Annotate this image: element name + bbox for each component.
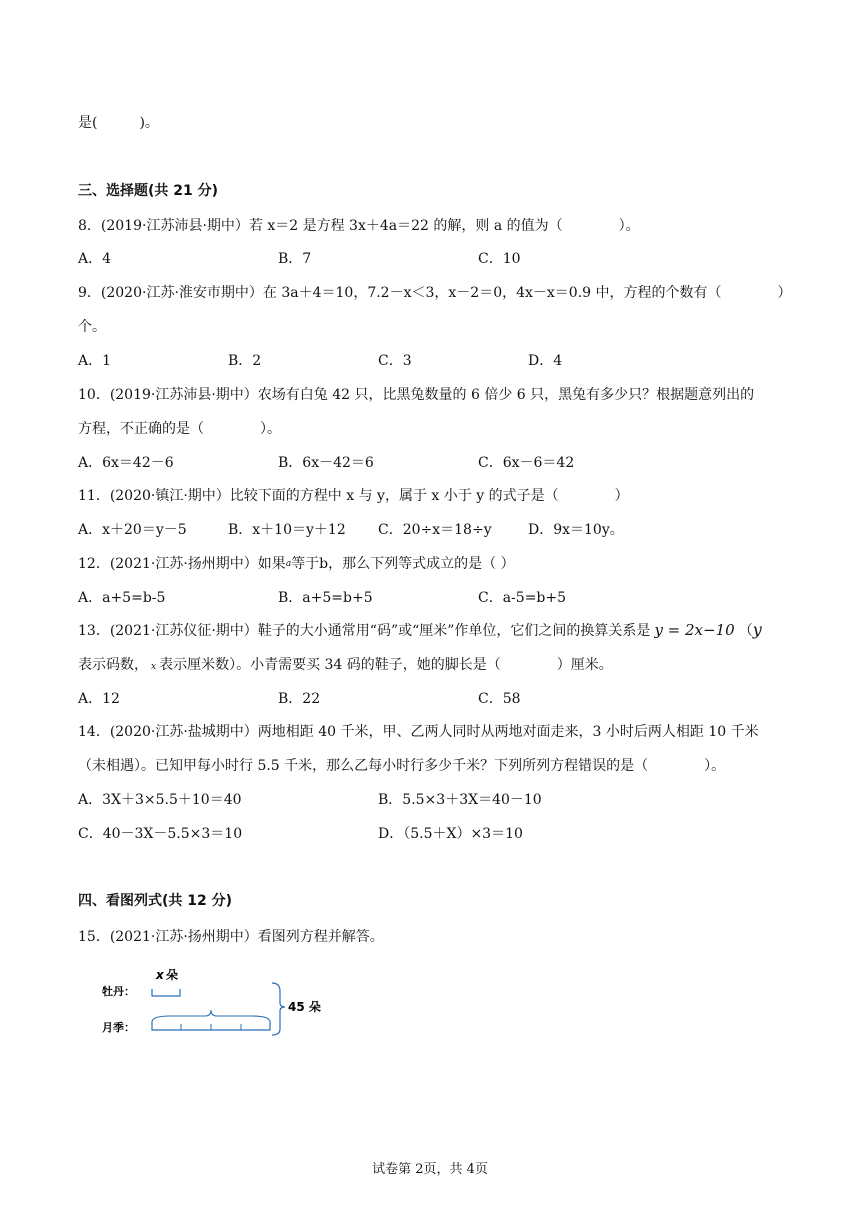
q10-option-a[interactable]: A．6x＝42－6 <box>78 455 174 471</box>
q12-option-c[interactable]: C．a-5=b+5 <box>478 590 567 606</box>
q10-option-c[interactable]: C．6x－6＝42 <box>478 455 575 471</box>
q13-line2-b: 表示厘米数）。小青需要买 34 码的鞋子，她的脚长是（ ）厘米。 <box>159 657 613 673</box>
q13-text-b: （ <box>738 623 753 639</box>
q11-option-b[interactable]: B．x＋10＝y＋12 <box>228 522 346 538</box>
q8-option-a[interactable]: A．4 <box>78 251 112 267</box>
question-14-line1: 14．(2020·江苏·盐城期中）两地相距 40 千米，甲、乙两人同时从两地对面走来，3 小时后两人相距 10 千米 <box>78 724 759 740</box>
q13-option-a[interactable]: A．12 <box>78 691 120 707</box>
q11-option-a[interactable]: A．x＋20＝y－5 <box>78 522 187 538</box>
question-8: 8．(2019·江苏沛县·期中）若 x＝2 是方程 3x＋4a＝22 的解，则 a 的值为（ ）。 <box>78 218 640 234</box>
section-3-heading: 三、选择题(共 21 分) <box>78 183 219 199</box>
question-9-line1: 9．(2020·江苏·淮安市期中）在 3a＋4＝10，7.2－x＜3，x－2＝0，4x－x＝0.9 中，方程的个数有（ ） <box>78 285 792 301</box>
q12-var-a: a <box>285 559 292 569</box>
q8-option-b[interactable]: B．7 <box>278 251 312 267</box>
q12-text-a: 12．(2021·江苏·扬州期中）如果 <box>78 556 286 572</box>
q13-text-a: 13．(2021·江苏仪征·期中）鞋子的大小通常用“码”或“厘米”作单位，它们之间的换算关系是 <box>78 623 651 639</box>
question-13-line2 <box>78 654 613 674</box>
q9-option-c[interactable]: C．3 <box>378 353 412 369</box>
q13-var-x: x <box>151 662 157 672</box>
q13-var-y: y <box>752 620 762 639</box>
diagram-var-x: x <box>156 968 164 982</box>
diagram-row-rose: 月季： <box>102 1021 135 1034</box>
q12-option-b[interactable]: B．a+5=b+5 <box>278 590 373 606</box>
question-10-line1: 10．(2019·江苏沛县·期中）农场有白兔 42 只，比黑兔数量的 6 倍少 6 只，黑兔有多少只？根据题意列出的 <box>78 387 755 403</box>
q9-option-b[interactable]: B．2 <box>228 353 262 369</box>
segment-diagram <box>100 963 340 1043</box>
q13-line2-a: 表示码数， <box>78 657 148 673</box>
diagram-row-peony: 牡丹： <box>102 985 135 998</box>
q12-text-b: 等于b，那么下列等式成立的是（ ） <box>291 556 515 572</box>
q14-option-c[interactable]: C．40－3X－5.5×3＝10 <box>78 826 243 842</box>
question-10-line2: 方程，不正确的是（ ）。 <box>78 421 281 437</box>
rose-brace <box>152 1010 270 1022</box>
q10-option-b[interactable]: B．6x－42＝6 <box>278 455 374 471</box>
question-15: 15．(2021·江苏·扬州期中）看图列方程并解答。 <box>78 929 384 945</box>
fragment-line: 是( )。 <box>78 115 159 131</box>
q11-option-c[interactable]: C．20÷x＝18÷y <box>378 522 492 538</box>
q13-option-c[interactable]: C．58 <box>478 691 521 707</box>
question-9-line2: 个。 <box>78 319 106 335</box>
question-14-line2: （未相遇）。已知甲每小时行 5.5 千米，那么乙每小时行多少千米？下列所列方程错误的是（ ）。 <box>78 758 726 774</box>
q12-option-a[interactable]: A．a+5=b-5 <box>78 590 166 606</box>
question-13-line1 <box>78 620 762 640</box>
question-11: 11．(2020·镇江·期中）比较下面的方程中 x 与 y，属于 x 小于 y 的式子是（ ） <box>78 488 629 504</box>
q9-option-a[interactable]: A．1 <box>78 353 112 369</box>
question-12 <box>78 553 515 573</box>
section-4-heading: 四、看图列式(共 12 分) <box>78 893 233 909</box>
q13-option-b[interactable]: B．22 <box>278 691 321 707</box>
total-brace <box>272 983 285 1035</box>
q14-option-b[interactable]: B．5.5×3＋3X＝40－10 <box>378 792 542 808</box>
q9-option-d[interactable]: D．4 <box>528 353 563 369</box>
page-footer: 试卷第 2页，共 4页 <box>372 1162 488 1177</box>
diagram-unit-top: 朵 <box>166 968 179 982</box>
diagram-total: 45 朵 <box>288 1000 321 1014</box>
q13-formula: y = 2x−10 <box>654 621 735 639</box>
q14-option-d[interactable]: D．（5.5＋X）×3＝10 <box>378 826 523 842</box>
q11-option-d[interactable]: D．9x＝10y。 <box>528 522 624 538</box>
q8-option-c[interactable]: C．10 <box>478 251 521 267</box>
q14-option-a[interactable]: A．3X＋3×5.5＋10＝40 <box>78 792 242 808</box>
peony-bracket <box>152 989 180 996</box>
